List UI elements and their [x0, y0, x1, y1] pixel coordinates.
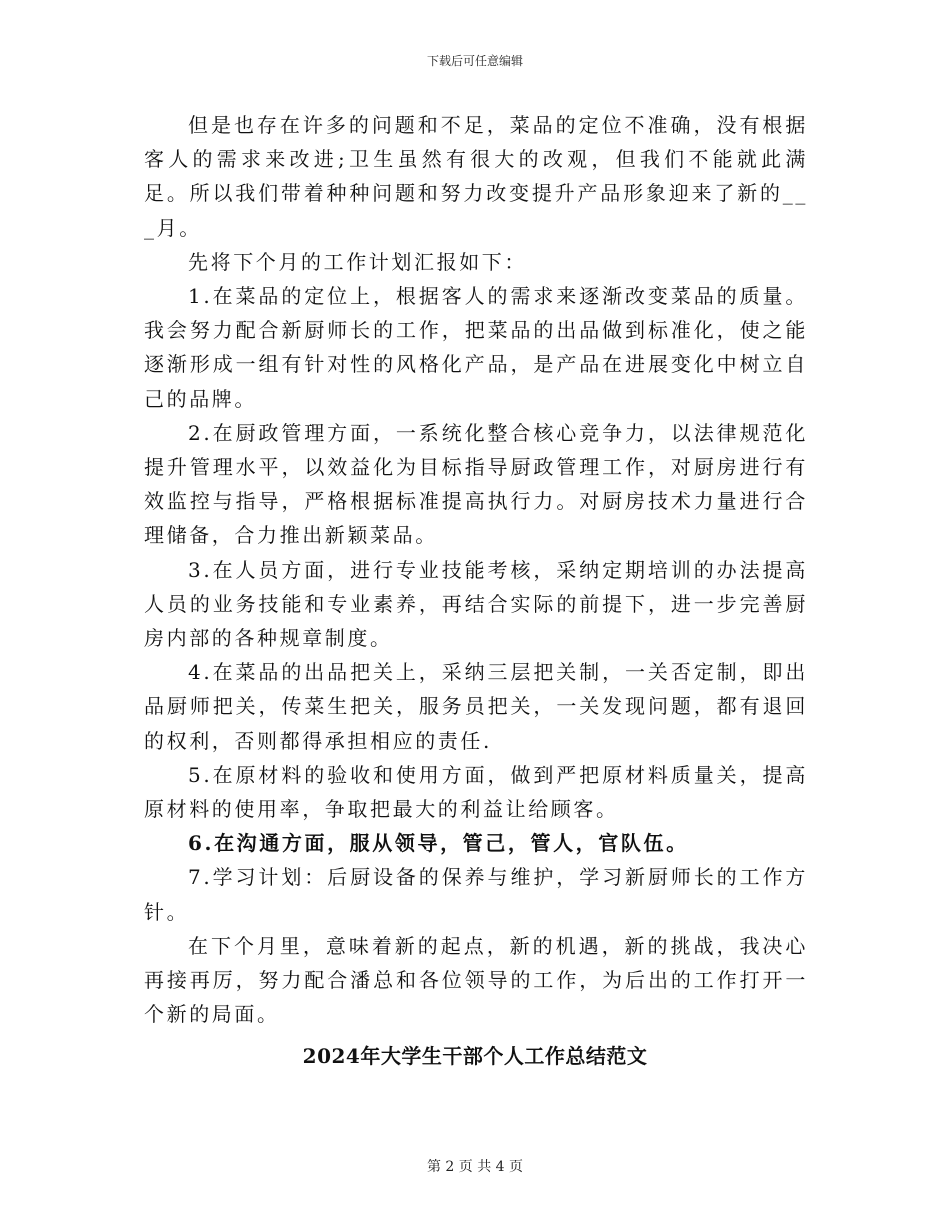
section-title: 2024年大学生干部个人工作总结范文 — [302, 1044, 648, 1068]
paragraph-item-5: 5.在原材料的验收和使用方面，做到严把原材料质量关，提高原材料的使用率，争取把最大的利益让给顾客。 — [144, 762, 808, 822]
paragraph-item-4: 4.在菜品的出品把关上，采纳三层把关制，一关否定制，即出品厨师把关，传菜生把关，服务员把关，一关发现问题，都有退回的权利，否则都得承担相应的责任. — [144, 660, 808, 753]
paragraph-closing: 在下个月里，意味着新的起点，新的机遇，新的挑战，我决心再接再厉，努力配合潘总和各位领导的工作，为后出的工作打开一个新的局面。 — [144, 933, 808, 1027]
paragraph-item-3: 3.在人员方面，进行专业技能考核，采纳定期培训的办法提高人员的业务技能和专业素养，再结合实际的前提下，进一步完善厨房内部的各种规章制度。 — [144, 557, 808, 651]
page-number: 第 2 页 共 4 页 — [426, 1159, 524, 1175]
paragraph-item-2: 2.在厨政管理方面，一系统化整合核心竞争力，以法律规范化提升管理水平，以效益化为目标指导厨政管理工作，对厨房进行有效监控与指导，严格根据标准提高执行力。对厨房技术力量进行合理储备，合力推出新颖菜品。 — [144, 420, 808, 548]
paragraph-item-1: 1.在菜品的定位上，根据客人的需求来逐渐改变菜品的质量。我会努力配合新厨师长的工作，把菜品的出品做到标准化，使之能逐渐形成一组有针对性的风格化产品，是产品在进展变化中树立自己的品牌。 — [144, 284, 808, 411]
paragraph-intro: 但是也存在许多的问题和不足，菜品的定位不准确，没有根据客人的需求来改进;卫生虽然有很大的改观，但我们不能就此满足。所以我们带着种种问题和努力改变提升产品形象迎来了新的___月。 — [144, 113, 808, 240]
paragraph-item-6: 6.在沟通方面，服从领导，管己，管人，官队伍。 — [188, 831, 689, 856]
paragraph-plan-lead: 先将下个月的工作计划汇报如下： — [188, 249, 527, 274]
header-note: 下载后可任意编辑 — [426, 54, 523, 68]
document-body — [144, 108, 808, 1031]
paragraph-item-7: 7.学习计划：后厨设备的保养与维护，学习新厨师长的工作方针。 — [144, 865, 808, 924]
